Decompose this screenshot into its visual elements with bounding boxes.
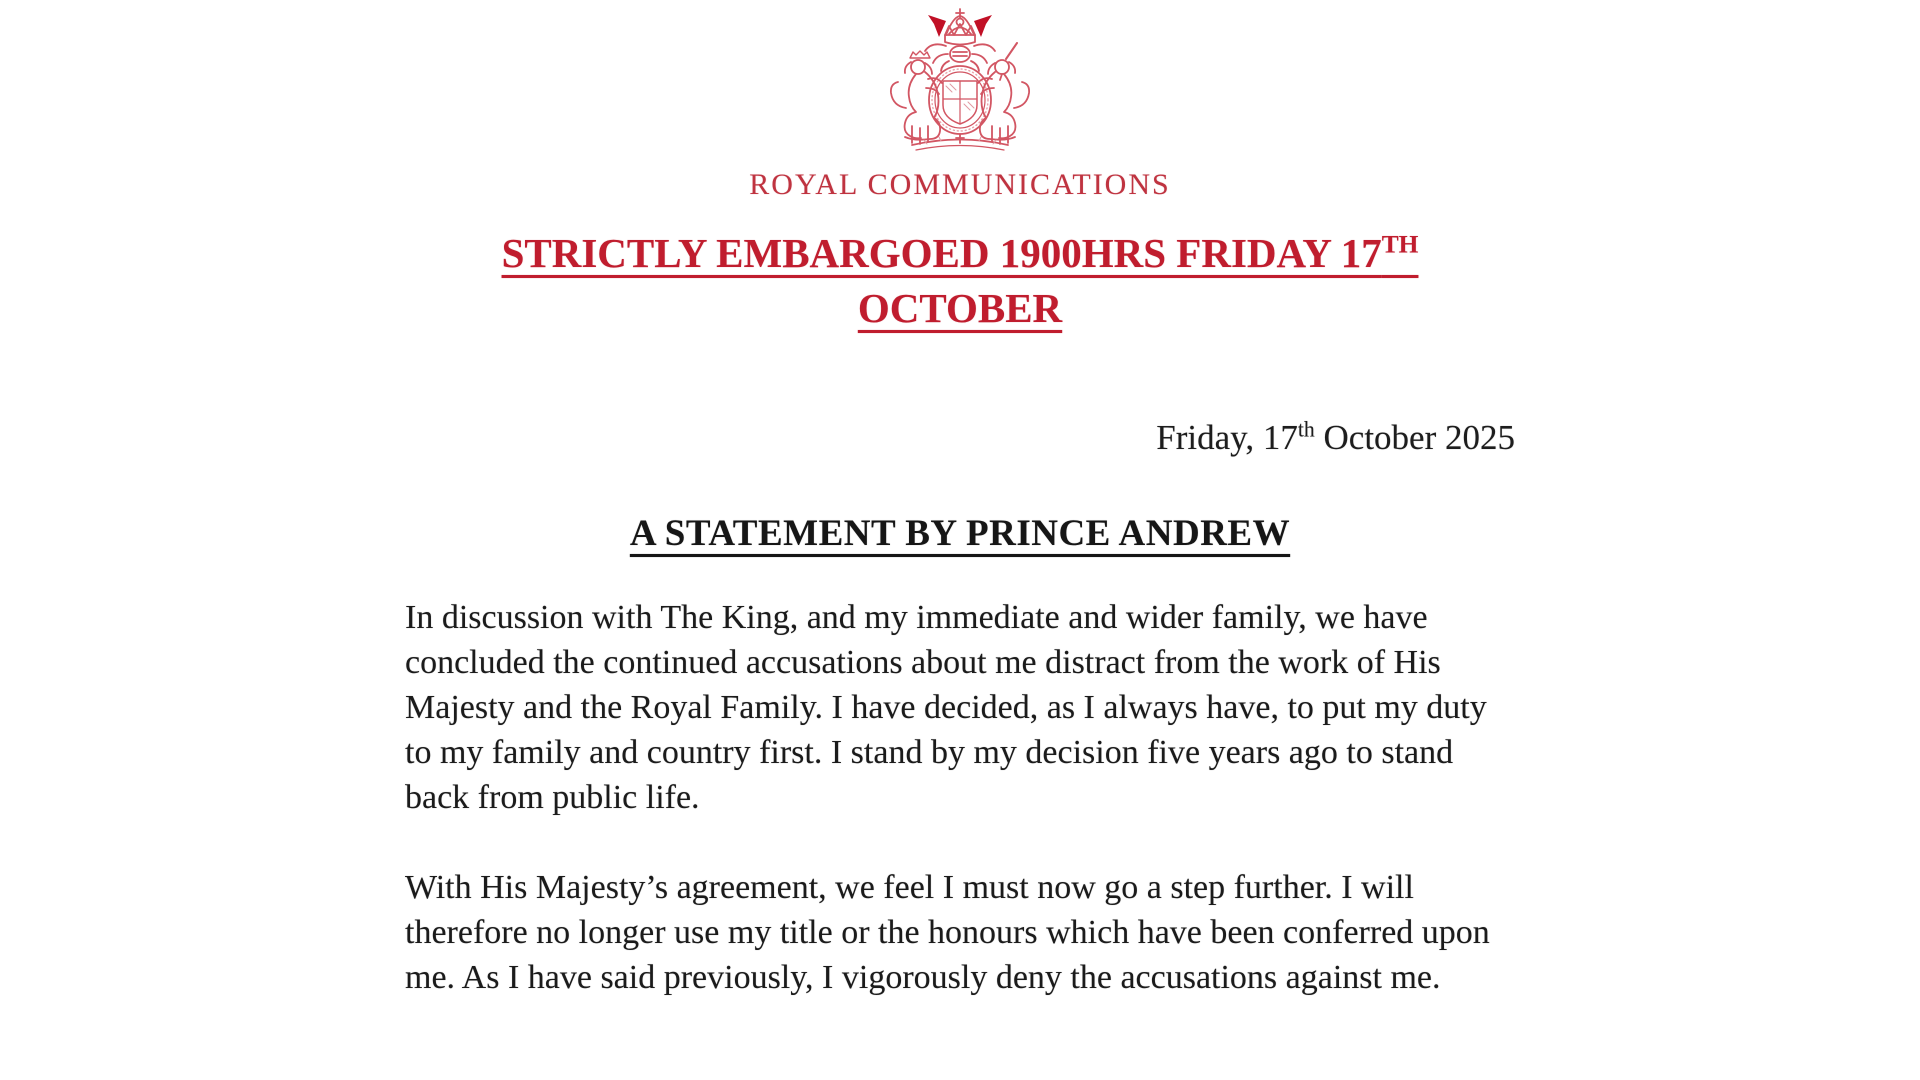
department-name: ROYAL COMMUNICATIONS — [749, 168, 1171, 201]
statement-paragraph-1: In discussion with The King, and my immediate and wider family, we have concluded the continued accusations about me distract from the work of His Majesty and the Royal Family. I have decided, as I always have, to put my duty to my family and country first. I stand by my decision five years ago to stand back from public life. — [405, 599, 1487, 816]
document-page — [405, 0, 1515, 1000]
masthead — [405, 6, 1515, 202]
embargo-line-1 — [502, 226, 1419, 281]
embargo-line-2: OCTOBER — [857, 285, 1063, 331]
dateline-ordinal-suffix: th — [1297, 417, 1315, 442]
dateline — [405, 418, 1515, 458]
statement-title — [405, 512, 1515, 555]
embargo-line-1-text: STRICTLY EMBARGOED 1900HRS FRIDAY 17 — [501, 230, 1382, 276]
dateline-day: Friday, 17 — [1156, 418, 1298, 457]
embargo-notice — [405, 226, 1515, 336]
embargo-ordinal-suffix: TH — [1381, 230, 1419, 259]
royal-coat-of-arms-icon — [854, 6, 1066, 154]
dateline-month-year: October 2025 — [1314, 418, 1515, 457]
statement-paragraph-2: With His Majesty’s agreement, we feel I must now go a step further. I will therefore no longer use my title or the honours which have been conferred upon me. As I have said previously, I vigorously deny the accusations against me. — [405, 869, 1490, 996]
statement-title-text: A STATEMENT BY PRINCE ANDREW — [629, 513, 1291, 554]
